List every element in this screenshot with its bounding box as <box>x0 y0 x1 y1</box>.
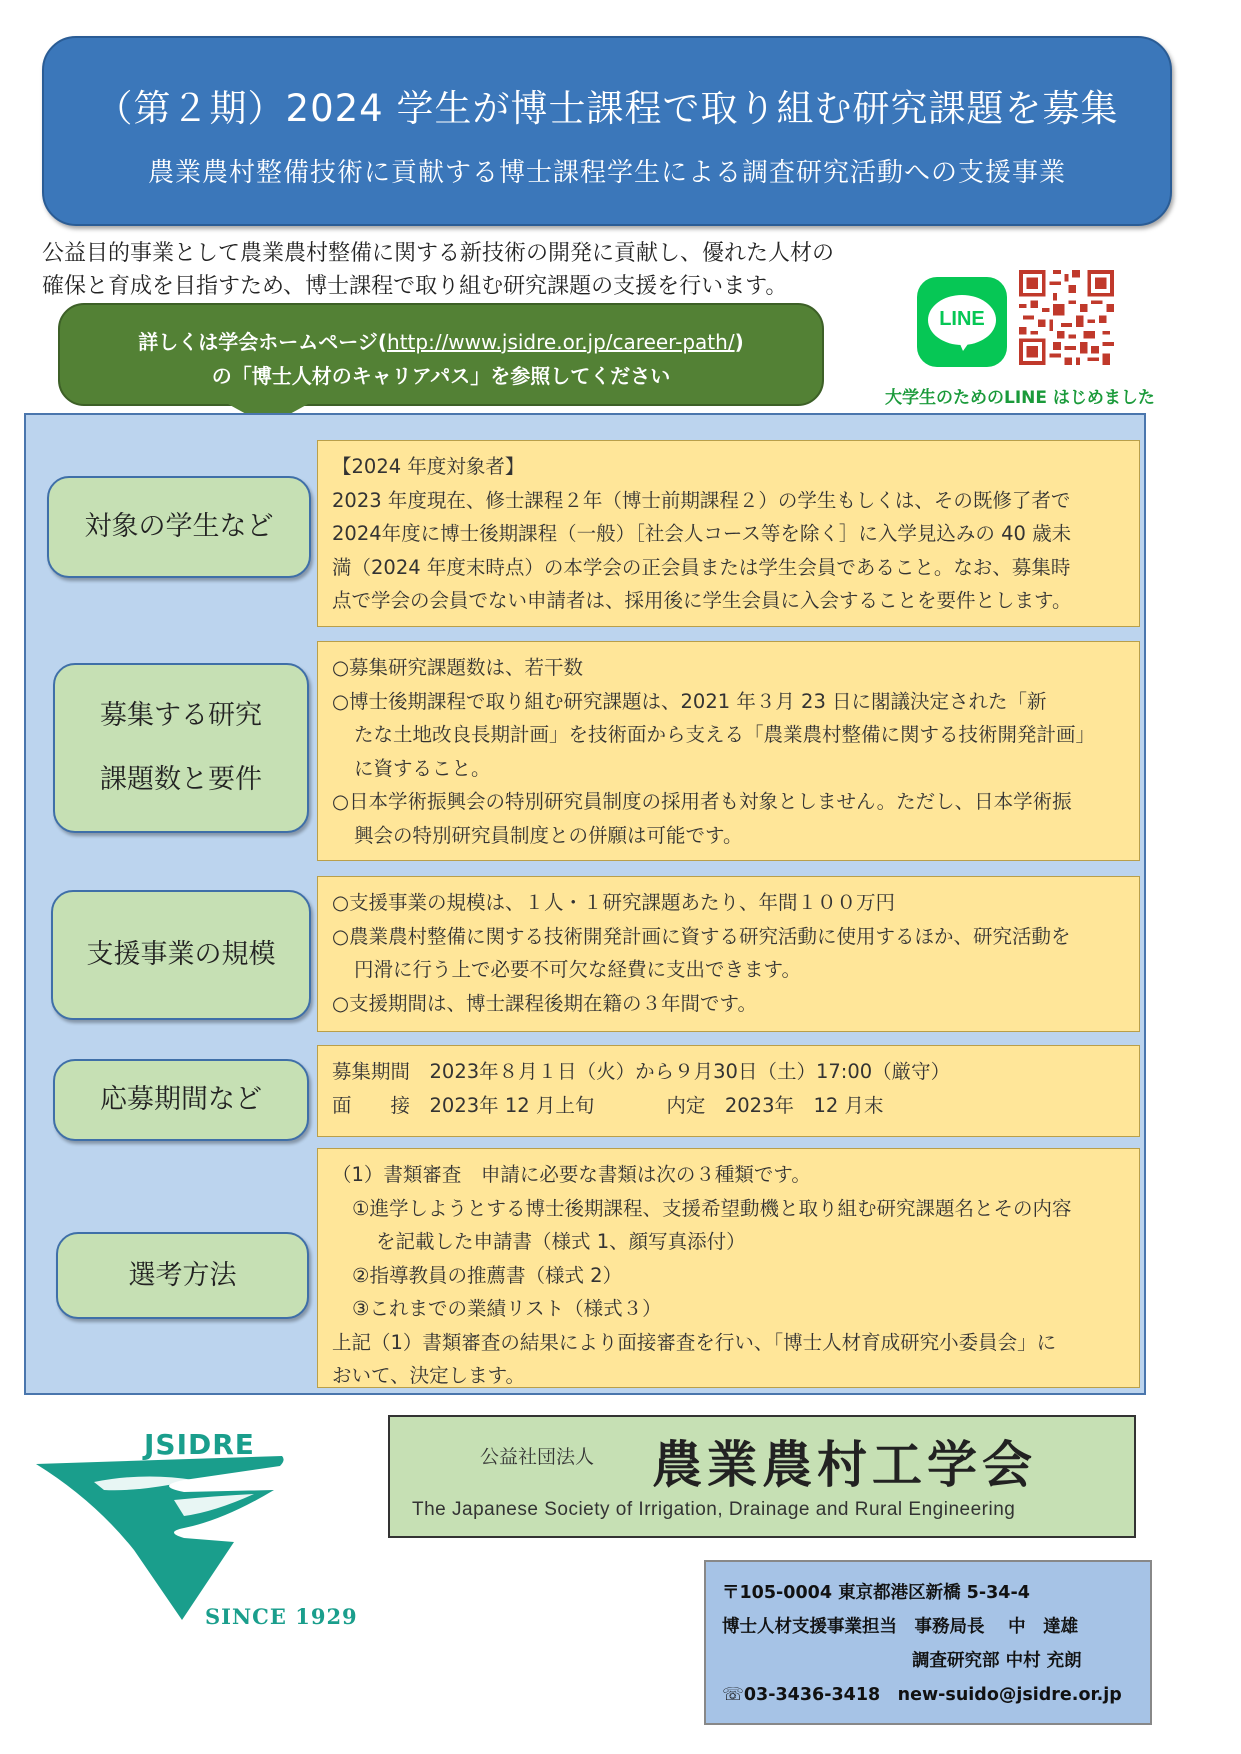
header-banner <box>42 36 1172 226</box>
callout-line: の「博士人材のキャリアパス」を参照してください <box>211 364 671 388</box>
callout-suffix: ) <box>734 330 744 354</box>
line-bubble-tail <box>957 337 973 351</box>
content-line: 【2024 年度対象者】 <box>332 455 525 478</box>
content-line <box>332 1089 1129 1123</box>
label-text: 対象の学生など <box>84 511 274 542</box>
society-type: 公益社団法人 <box>480 1446 595 1468</box>
contact-address: 〒105-0004 東京都港区新橋 5-34-4 <box>722 1583 1030 1603</box>
label-text: 課題数と要件 <box>100 764 262 795</box>
logo-since: SINCE 1929 <box>205 1604 358 1629</box>
callout-prefix: 詳しくは学会ホームページ( <box>138 330 388 354</box>
content-line: ③これまでの業績リスト（様式３） <box>352 1297 662 1320</box>
label-text: 募集する研究 <box>100 700 262 731</box>
callout-line <box>60 325 822 359</box>
label-research-requirements <box>53 663 309 833</box>
content-application-period <box>317 1045 1140 1137</box>
content-line: 興会の特別研究員制度との併願は可能です。 <box>354 823 743 847</box>
label-selection-method <box>56 1232 309 1319</box>
content-line: ②指導教員の推薦書（様式 2） <box>352 1263 623 1287</box>
content-line: 2024年度に博士後期課程（一般）［社会人コース等を除く］に入学見込みの 40 歳未 <box>332 522 1072 545</box>
label-text: 応募期間など <box>100 1084 262 1115</box>
society-nameplate <box>388 1415 1136 1538</box>
content-selection-method <box>317 1148 1140 1388</box>
homepage-callout <box>58 303 824 406</box>
page-title: （第２期）2024 学生が博士課程で取り組む研究課題を募集 <box>95 87 1119 130</box>
interview-date: 面 接 2023年 12 月上旬 <box>332 1093 595 1117</box>
label-application-period <box>53 1059 309 1141</box>
line-app-icon[interactable] <box>917 277 1007 367</box>
content-line: を記載した申請書（様式 1、顔写真添付） <box>376 1230 746 1253</box>
logo-wordmark: JSIDRE <box>144 1428 255 1461</box>
content-line: ○博士後期課程で取り組む研究課題は、2021 年３月 23 日に閣議決定された「新 <box>332 689 1047 713</box>
content-line: 満（2024 年度末時点）の本学会の正会員または学生会員であること。なお、募集時 <box>332 555 1071 579</box>
content-line: たな土地改良長期計画」を技術面から支える「農業農村整備に関する技術開発計画」 <box>354 723 1096 746</box>
content-line: ○農業農村整備に関する技術開発計画に資する研究活動に使用するほか、研究活動を <box>332 924 1071 948</box>
qr-code-icon[interactable] <box>1019 270 1114 365</box>
society-name-english: The Japanese Society of Irrigation, Drainage and Rural Engineering <box>412 1499 1016 1520</box>
label-text: 支援事業の規模 <box>86 939 276 970</box>
line-badge-text: LINE <box>939 308 985 330</box>
contact-department: 調査研究部 中村 充朗 <box>912 1651 1082 1671</box>
content-line: 募集期間 2023年８月１日（火）から９月30日（土）17:00（厳守） <box>332 1060 951 1083</box>
label-text: 選考方法 <box>128 1259 237 1291</box>
decision-date: 内定 2023年 12 月末 <box>666 1093 884 1117</box>
content-line: おいて、決定します。 <box>332 1364 526 1387</box>
line-caption: 大学生のためのLINE はじめました <box>885 388 1155 408</box>
content-line: ○支援期間は、博士課程後期在籍の３年間です。 <box>332 991 757 1015</box>
content-line: 円滑に行う上で必要不可欠な経費に支出できます。 <box>354 958 801 981</box>
content-line: ①進学しようとする博士後期課程、支援希望動機と取り組む研究課題名とその内容 <box>352 1196 1072 1220</box>
content-line: ○募集研究課題数は、若干数 <box>332 656 584 679</box>
content-line: 点で学会の会員でない申請者は、採用後に学生会員に入会することを要件とします。 <box>332 589 1072 612</box>
content-research-requirements <box>317 641 1140 861</box>
homepage-link[interactable]: http://www.jsidre.or.jp/career-path/ <box>387 330 735 354</box>
content-target-students <box>317 440 1140 627</box>
content-line: に資すること。 <box>354 756 491 780</box>
content-line: ○日本学術振興会の特別研究員制度の採用者も対象としません。ただし、日本学術振 <box>332 790 1072 813</box>
contact-info <box>704 1560 1152 1725</box>
content-support-scale <box>317 876 1140 1032</box>
content-line: （1）書類審査 申請に必要な書類は次の３種類です。 <box>332 1163 811 1186</box>
page-subtitle: 農業農村整備技術に貢献する博士課程学生による調査研究活動への支援事業 <box>147 158 1066 188</box>
intro-text <box>42 237 942 303</box>
intro-line: 公益目的事業として農業農村整備に関する新技術の開発に貢献し、優れた人材の <box>42 241 835 266</box>
label-target-students <box>47 476 311 578</box>
content-line: 2023 年度現在、修士課程２年（博士前期課程２）の学生もしくは、その既修了者で <box>332 488 1071 512</box>
society-name: 農業農村工学会 <box>652 1435 1037 1494</box>
intro-line: 確保と育成を目指すため、博士課程で取り組む研究課題の支援を行います。 <box>42 274 788 299</box>
content-line: 上記（1）書類審査の結果により面接審査を行い、「博士人材育成研究小委員会」に <box>332 1330 1057 1354</box>
contact-person: 博士人材支援事業担当 事務局長 中 達雄 <box>722 1617 1079 1637</box>
contact-phone-email[interactable]: ☏03-3436-3418 new-suido@jsidre.or.jp <box>722 1685 1122 1705</box>
label-support-scale <box>51 890 311 1020</box>
content-line: ○支援事業の規模は、１人・１研究課題あたり、年間１００万円 <box>332 891 896 914</box>
